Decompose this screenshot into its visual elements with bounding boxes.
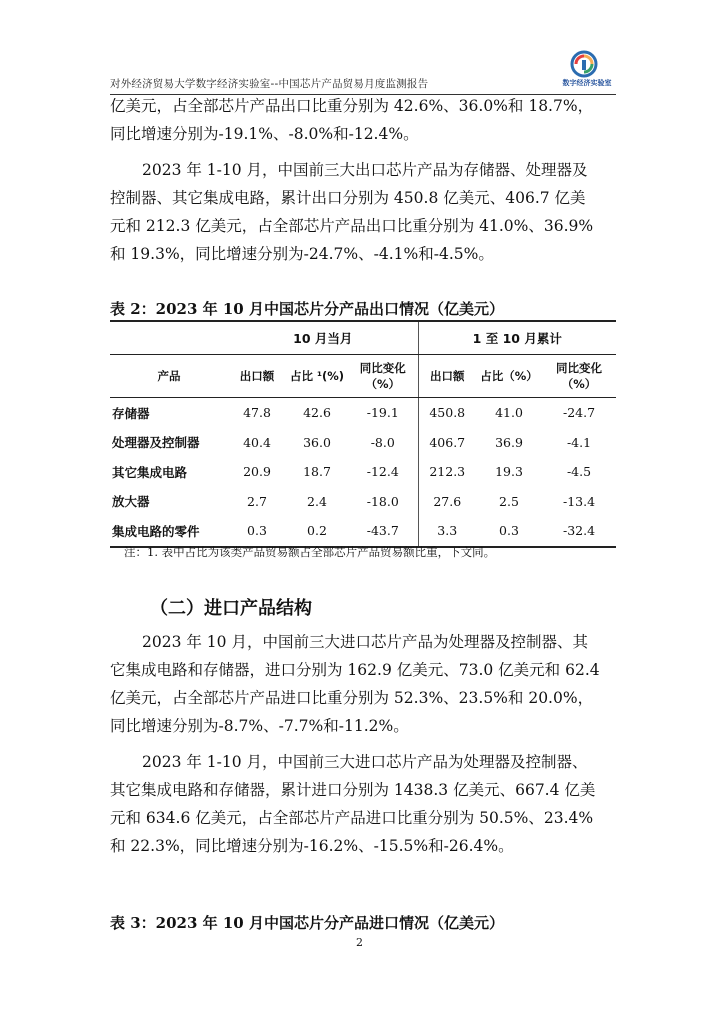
col-header-text: （%） — [561, 377, 597, 391]
running-header: 对外经济贸易大学数字经济实验室--中国芯片产品贸易月度监测报告 — [110, 78, 429, 90]
cell-cumulative-yoy: -32.4 — [542, 516, 616, 547]
table-row — [110, 516, 616, 547]
cell-product: 其它集成电路 — [112, 464, 188, 480]
text-line: 同比增速分别为-8.7%、-7.7%和-11.2%。 — [110, 717, 409, 735]
cell-cumulative-share: 2.5 — [499, 493, 519, 509]
section-title-import-structure: （二）进口产品结构 — [150, 598, 312, 619]
table3-caption: 表 3：2023 年 10 月中国芯片分产品进口情况（亿美元） — [110, 914, 504, 932]
cell-cumulative-export: 3.3 — [418, 516, 476, 547]
cell-cumulative-share: 19.3 — [495, 464, 523, 480]
logo-caption: 数字经济实验室 — [562, 79, 612, 87]
page-number: 2 — [356, 936, 363, 949]
col-header-monthly-share: 占比 ¹(%) — [286, 355, 348, 398]
col-header-cumulative-share: 占比（%） — [476, 355, 542, 398]
cell-monthly-export: 0.3 — [228, 516, 286, 547]
cell-cumulative-yoy: -4.5 — [566, 464, 592, 480]
cell-cumulative-share: 36.9 — [495, 434, 523, 450]
col-header-product: 产品 — [110, 355, 228, 398]
group-header-cumulative: 1 至 10 月累计 — [418, 321, 616, 355]
cell-monthly-yoy: -18.0 — [366, 493, 399, 509]
cell-cumulative-yoy: -24.7 — [562, 405, 596, 421]
cell-monthly-export: 40.4 — [243, 434, 271, 450]
col-header-cumulative-export: 出口额 — [418, 355, 476, 398]
cell-monthly-share: 36.0 — [303, 434, 331, 450]
cell-monthly-share: 0.2 — [286, 516, 348, 547]
paragraph-export-monthly-tail — [110, 92, 616, 148]
text-line: 它集成电路和存储器，进口分别为 162.9 亿美元、73.0 亿美元和 62.4 — [110, 661, 600, 679]
cell-monthly-yoy: -43.7 — [348, 516, 418, 547]
cell-monthly-yoy: -8.0 — [370, 434, 395, 450]
text-line: 2023 年 1-10 月，中国前三大出口芯片产品为存储器、处理器及 — [142, 161, 588, 179]
text-line: 2023 年 1-10 月，中国前三大进口芯片产品为处理器及控制器、 — [142, 753, 588, 771]
cell-cumulative-export: 27.6 — [418, 487, 476, 517]
text-line: 和 22.3%，同比增速分别为-16.2%、-15.5%和-26.4%。 — [110, 837, 514, 855]
cell-cumulative-export: 450.8 — [418, 398, 476, 428]
cell-monthly-export: 2.7 — [247, 493, 267, 509]
cell-cumulative-share: 41.0 — [495, 405, 523, 421]
col-header-cumulative-yoy — [542, 355, 616, 398]
cell-cumulative-share: 0.3 — [476, 516, 542, 547]
cell-cumulative-yoy: -13.4 — [562, 493, 596, 509]
paragraph-import-monthly — [110, 628, 616, 740]
text-line: 和 19.3%，同比增速分别为-24.7%、-4.1%和-4.5%。 — [110, 245, 494, 263]
cell-monthly-share: 42.6 — [303, 405, 331, 421]
cell-cumulative-yoy: -4.1 — [566, 434, 592, 450]
table2-caption: 表 2：2023 年 10 月中国芯片分产品出口情况（亿美元） — [110, 300, 504, 318]
col-header-monthly-export: 出口额 — [228, 355, 286, 398]
text-line: 控制器、其它集成电路，累计出口分别为 450.8 亿美元、406.7 亿美 — [110, 189, 586, 207]
cell-cumulative-export: 212.3 — [418, 457, 476, 487]
cell-monthly-share: 2.4 — [307, 493, 327, 509]
cell-monthly-yoy: -12.4 — [366, 464, 399, 480]
cell-product: 处理器及控制器 — [112, 435, 200, 451]
group-header-empty — [110, 321, 228, 355]
paragraph-import-cumulative — [110, 748, 616, 860]
cell-monthly-yoy: -19.1 — [366, 405, 399, 421]
text-line: 其它集成电路和存储器，累计进口分别为 1438.3 亿美元、667.4 亿美 — [110, 781, 596, 799]
export-table — [110, 320, 616, 548]
text-line: 元和 212.3 亿美元，占全部芯片产品出口比重分别为 41.0%、36.9% — [110, 217, 594, 235]
cell-product: 存储器 — [112, 405, 150, 421]
cell-monthly-export: 47.8 — [243, 405, 271, 421]
cell-monthly-share: 18.7 — [303, 464, 331, 480]
table-row — [110, 398, 616, 428]
group-header-monthly: 10 月当月 — [228, 321, 418, 355]
text-line: 亿美元，占全部芯片产品进口比重分别为 52.3%、23.5%和 20.0%， — [110, 689, 594, 707]
table2-note: 注：1. 表中占比为该类产品贸易额占全部芯片产品贸易额比重，下文同。 — [124, 545, 496, 559]
cell-product: 集成电路的零件 — [110, 516, 228, 547]
text-line: 亿美元，占全部芯片产品出口比重分别为 42.6%、36.0%和 18.7%， — [110, 97, 594, 115]
col-header-text: （%） — [365, 377, 401, 391]
col-header-text: 同比变化 — [359, 361, 406, 375]
table-row — [110, 428, 616, 458]
cell-monthly-export: 20.9 — [243, 464, 271, 480]
cell-cumulative-export: 406.7 — [418, 428, 476, 458]
col-header-monthly-yoy — [348, 355, 418, 398]
text-line: 元和 634.6 亿美元，占全部芯片产品进口比重分别为 50.5%、23.4% — [110, 809, 594, 827]
text-line: 2023 年 10 月，中国前三大进口芯片产品为处理器及控制器、其 — [142, 633, 588, 651]
text-line: 同比增速分别为-19.1%、-8.0%和-12.4%。 — [110, 125, 419, 143]
cell-product: 放大器 — [112, 494, 150, 510]
table-row — [110, 457, 616, 487]
paragraph-export-cumulative — [110, 156, 616, 268]
table-row — [110, 487, 616, 517]
col-header-text: 同比变化 — [556, 361, 602, 375]
